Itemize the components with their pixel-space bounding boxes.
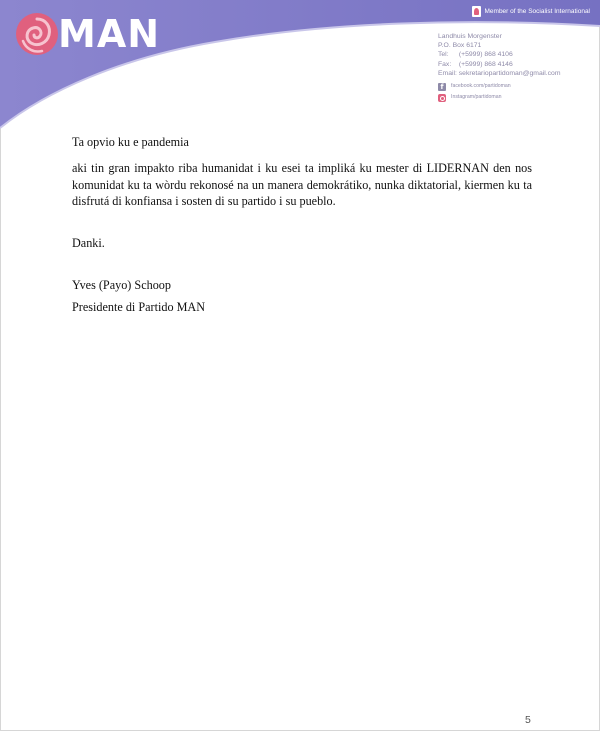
- instagram-link-text: Instagram/partidoman: [451, 93, 502, 100]
- facebook-link-text: facebook.com/partidoman: [451, 82, 511, 89]
- phone-number: (+5999) 868 4106: [458, 51, 513, 59]
- letter-body: [72, 134, 532, 316]
- social-links: [438, 81, 561, 103]
- logo-text: MAN: [58, 12, 161, 56]
- fax-line: [438, 60, 561, 69]
- signature-name: Yves (Payo) Schoop: [72, 277, 171, 292]
- phone-line: [438, 50, 561, 59]
- page-number: 5: [525, 714, 531, 726]
- email-line: Email: sekretariopartidoman@gmail.com: [438, 69, 561, 77]
- socialist-international-emblem-icon: [472, 6, 481, 17]
- letter-thanks: Danki.: [72, 236, 105, 251]
- address-pobox: P.O. Box 6171: [438, 42, 482, 50]
- rose-icon: [14, 11, 60, 57]
- instagram-link[interactable]: [438, 92, 561, 103]
- letter-paragraph: aki tin gran impakto riba humanidat i ku esei ta impliká ku mester di LIDERNAN den nos komunidat ku ta wòrdu rekonosé na un manera demokrátiko, nunka diktatorial, kiermen ku ta disfrutá di konfiansa i sosten di su partido i su pueblo.: [72, 160, 532, 209]
- instagram-icon: [438, 94, 446, 102]
- facebook-link[interactable]: [438, 81, 561, 92]
- signature-title: Presidente di Partido MAN: [72, 299, 206, 314]
- address-building: Landhuis Morgenster: [438, 33, 502, 40]
- fax-label: Fax:: [438, 60, 452, 68]
- phone-label: Tel:: [438, 51, 449, 59]
- letter-greeting: Ta opvio ku e pandemia: [72, 135, 189, 149]
- socialist-international-badge: [472, 6, 591, 17]
- facebook-icon: f: [438, 83, 446, 91]
- party-logo: [14, 10, 160, 58]
- fax-number: (+5999) 868 4146: [458, 60, 513, 68]
- contact-block: [438, 32, 561, 103]
- socialist-international-label: Member of the Socialist International: [484, 8, 590, 15]
